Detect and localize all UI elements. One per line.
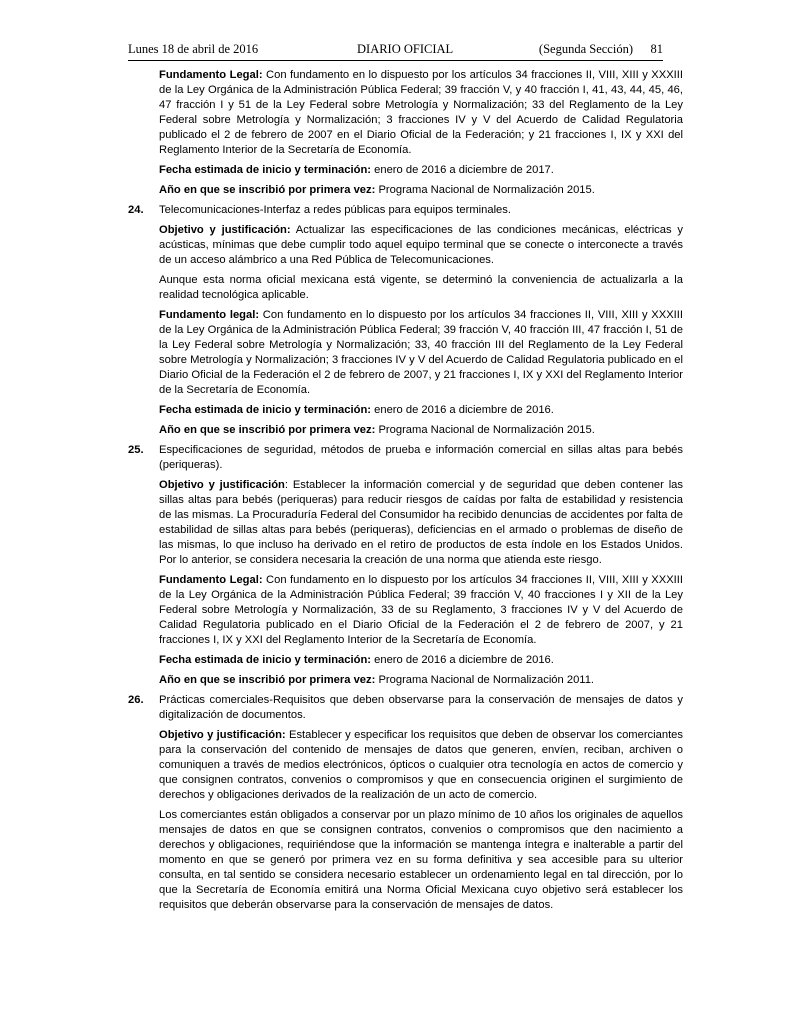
- paragraph-label: Año en que se inscribió por primera vez:: [159, 674, 376, 686]
- paragraph: [159, 273, 683, 303]
- paragraph-label: Fecha estimada de inicio y terminación:: [159, 164, 372, 176]
- numbered-item: [128, 693, 683, 723]
- paragraph: [159, 573, 683, 648]
- paragraph-text: enero de 2016 a diciembre de 2017.: [371, 164, 554, 176]
- paragraph-label: Año en que se inscribió por primera vez:: [159, 184, 376, 196]
- paragraph: [159, 728, 683, 803]
- paragraph-text: Programa Nacional de Normalización 2015.: [375, 184, 595, 196]
- paragraph-label: Fundamento Legal:: [159, 574, 263, 586]
- paragraph-label: Fundamento legal:: [159, 309, 260, 321]
- item-number: 24.: [128, 204, 144, 216]
- item-title: Telecomunicaciones-Interfaz a redes públicas para equipos terminales.: [159, 204, 511, 216]
- paragraph-text: Programa Nacional de Normalización 2015.: [375, 424, 595, 436]
- header-page-number: 81: [650, 42, 663, 56]
- paragraph-label: Fecha estimada de inicio y terminación:: [159, 654, 372, 666]
- paragraph: [159, 423, 683, 438]
- paragraph: [159, 653, 683, 668]
- header-publication-title: DIARIO OFICIAL: [357, 42, 454, 56]
- paragraph-text: Con fundamento en lo dispuesto por los artículos 34 fracciones II, VIII, XIII y XXXIII de la Ley Orgánica de la Administración Pública Federal; 39 fracción V, 40 fracción III, 47 fracción I, 51 de la Ley Federal sobre Metrología y Normalización; 33, 40 fracción III del Reglamento de la Ley Federal sobre Metrología y Normalización; 3 fracciones IV y V del Acuerdo de Calidad Regulatoria publicado en el Diario Oficial de la Federación el 2 de febrero de 2007, y 21 fracciones I, IX y XXI del Reglamento Interior de la Secretaría de Economía.: [159, 309, 683, 396]
- header-date: Lunes 18 de abril de 2016: [128, 42, 259, 56]
- paragraph-text: Los comerciantes están obligados a conservar por un plazo mínimo de 10 años los originales de aquellos mensajes de datos en que se consignen contratos, convenios o compromisos que den nacimiento a derechos y obligaciones, requiriéndose que la información se mantenga íntegra e inalterable a partir del momento en que se generó por primera vez en su forma definitiva y sea accesible para su ulterior consulta, en tal sentido se considera necesario establecer un ordenamiento legal en tal dirección, por lo que la Secretaría de Economía emitirá una Norma Oficial Mexicana cuyo objetivo será establecer los requisitos que deberán observarse para la conservación de mensajes de datos.: [159, 809, 683, 911]
- paragraph: [159, 478, 683, 568]
- paragraph-text: Establecer y especificar los requisitos que deben de observar los comerciantes para la conservación del contenido de mensajes de datos que generen, envíen, reciban, archiven o comuniquen a través de medios electrónicos, ópticos o cualquier otra tecnología en actos de comercio y que consignen contratos, convenios o compromisos y que en consecuencia originen el surgimiento de derechos y obligaciones derivados de la realización de un acto de comercio.: [159, 729, 684, 801]
- paragraph: [159, 403, 683, 418]
- paragraph: [159, 673, 683, 688]
- paragraph-text: Aunque esta norma oficial mexicana está vigente, se determinó la conveniencia de actualizarla a la realidad tecnológica aplicable.: [159, 274, 683, 301]
- paragraph-label: Fundamento Legal:: [159, 69, 263, 81]
- paragraph-label: Objetivo y justificación:: [159, 729, 286, 741]
- paragraph-label: Objetivo y justificación:: [159, 224, 291, 236]
- paragraph-text: Programa Nacional de Normalización 2011.: [375, 674, 595, 686]
- numbered-item: [128, 443, 683, 473]
- paragraph: [159, 223, 683, 268]
- paragraph-label: Fecha estimada de inicio y terminación:: [159, 404, 372, 416]
- paragraph-label: Objetivo y justificación: [159, 479, 285, 491]
- paragraph-text: : Establecer la información comercial y de seguridad que deben contener las sillas altas para bebés (periqueras) para reducir riesgos de caídas por falta de estabilidad y resistencia de las mismas. La Procuraduría Federal del Consumidor ha recibido denuncias de accidentes por falta de estabilidad de sillas altas para bebés (periqueras), deficiencias en el armado o problemas de diseño de las mismas, lo que incluso ha derivado en el retiro de productos de esta índole en los Estados Unidos. Por lo anterior, se considera necesaria la creación de una norma que atienda este riesgo.: [159, 479, 683, 566]
- paragraph-label: Año en que se inscribió por primera vez:: [159, 424, 376, 436]
- paragraph: [159, 808, 683, 913]
- page-header: [128, 40, 663, 61]
- item-title: Prácticas comerciales-Requisitos que deben observarse para la conservación de mensajes de datos y digitalización de documentos.: [159, 694, 683, 721]
- paragraph: [159, 68, 683, 158]
- paragraph-text: Con fundamento en lo dispuesto por los artículos 34 fracciones II, VIII, XIII y XXXIII de la Ley Orgánica de la Administración Pública Federal; 39 fracción V, y 40 fracción I, 41, 43, 44, 45, 46, 47 fracción I y 51 de la Ley Federal sobre Metrología y Normalización; 33 del Reglamento de la Ley Federal sobre Metrología y Normalización; 3 fracciones IV y V del Acuerdo de Calidad Regulatoria publicado el 2 de febrero de 2007 en el Diario Oficial de la Federación; y 21 fracciones I, IX y XXI del Reglamento Interior de la Secretaría de Economía.: [159, 69, 683, 156]
- paragraph-text: Con fundamento en lo dispuesto por los artículos 34 fracciones II, VIII, XIII y XXXIII de la Ley Orgánica de la Administración Pública Federal; 39 fracción V, 40 fracciones I y XII de la Ley Federal sobre Metrología y Normalización, 33 de su Reglamento, 3 fracciones IV y V del Acuerdo de Calidad Regulatoria publicado en el Diario Oficial de la Federación el 2 de febrero de 2007, y 21 fracciones I, IX y XXI del Reglamento Interior de la Secretaría de Economía.: [159, 574, 683, 646]
- item-number: 25.: [128, 444, 144, 456]
- document-body: [128, 68, 683, 918]
- paragraph: [159, 308, 683, 398]
- item-title: Especificaciones de seguridad, métodos de prueba e información comercial en sillas altas para bebés (periqueras).: [159, 444, 683, 471]
- paragraph-text: enero de 2016 a diciembre de 2016.: [371, 654, 554, 666]
- paragraph-text: Actualizar las especificaciones de las condiciones mecánicas, eléctricas y acústicas, mínimas que debe cumplir todo aquel equipo terminal que se conecte o interconecte a través de un acceso alámbrico a una Red Pública de Telecomunicaciones.: [159, 224, 683, 266]
- paragraph-text: enero de 2016 a diciembre de 2016.: [371, 404, 554, 416]
- paragraph: [159, 183, 683, 198]
- item-number: 26.: [128, 694, 144, 706]
- numbered-item: [128, 203, 683, 218]
- header-section: (Segunda Sección): [538, 42, 633, 56]
- paragraph: [159, 163, 683, 178]
